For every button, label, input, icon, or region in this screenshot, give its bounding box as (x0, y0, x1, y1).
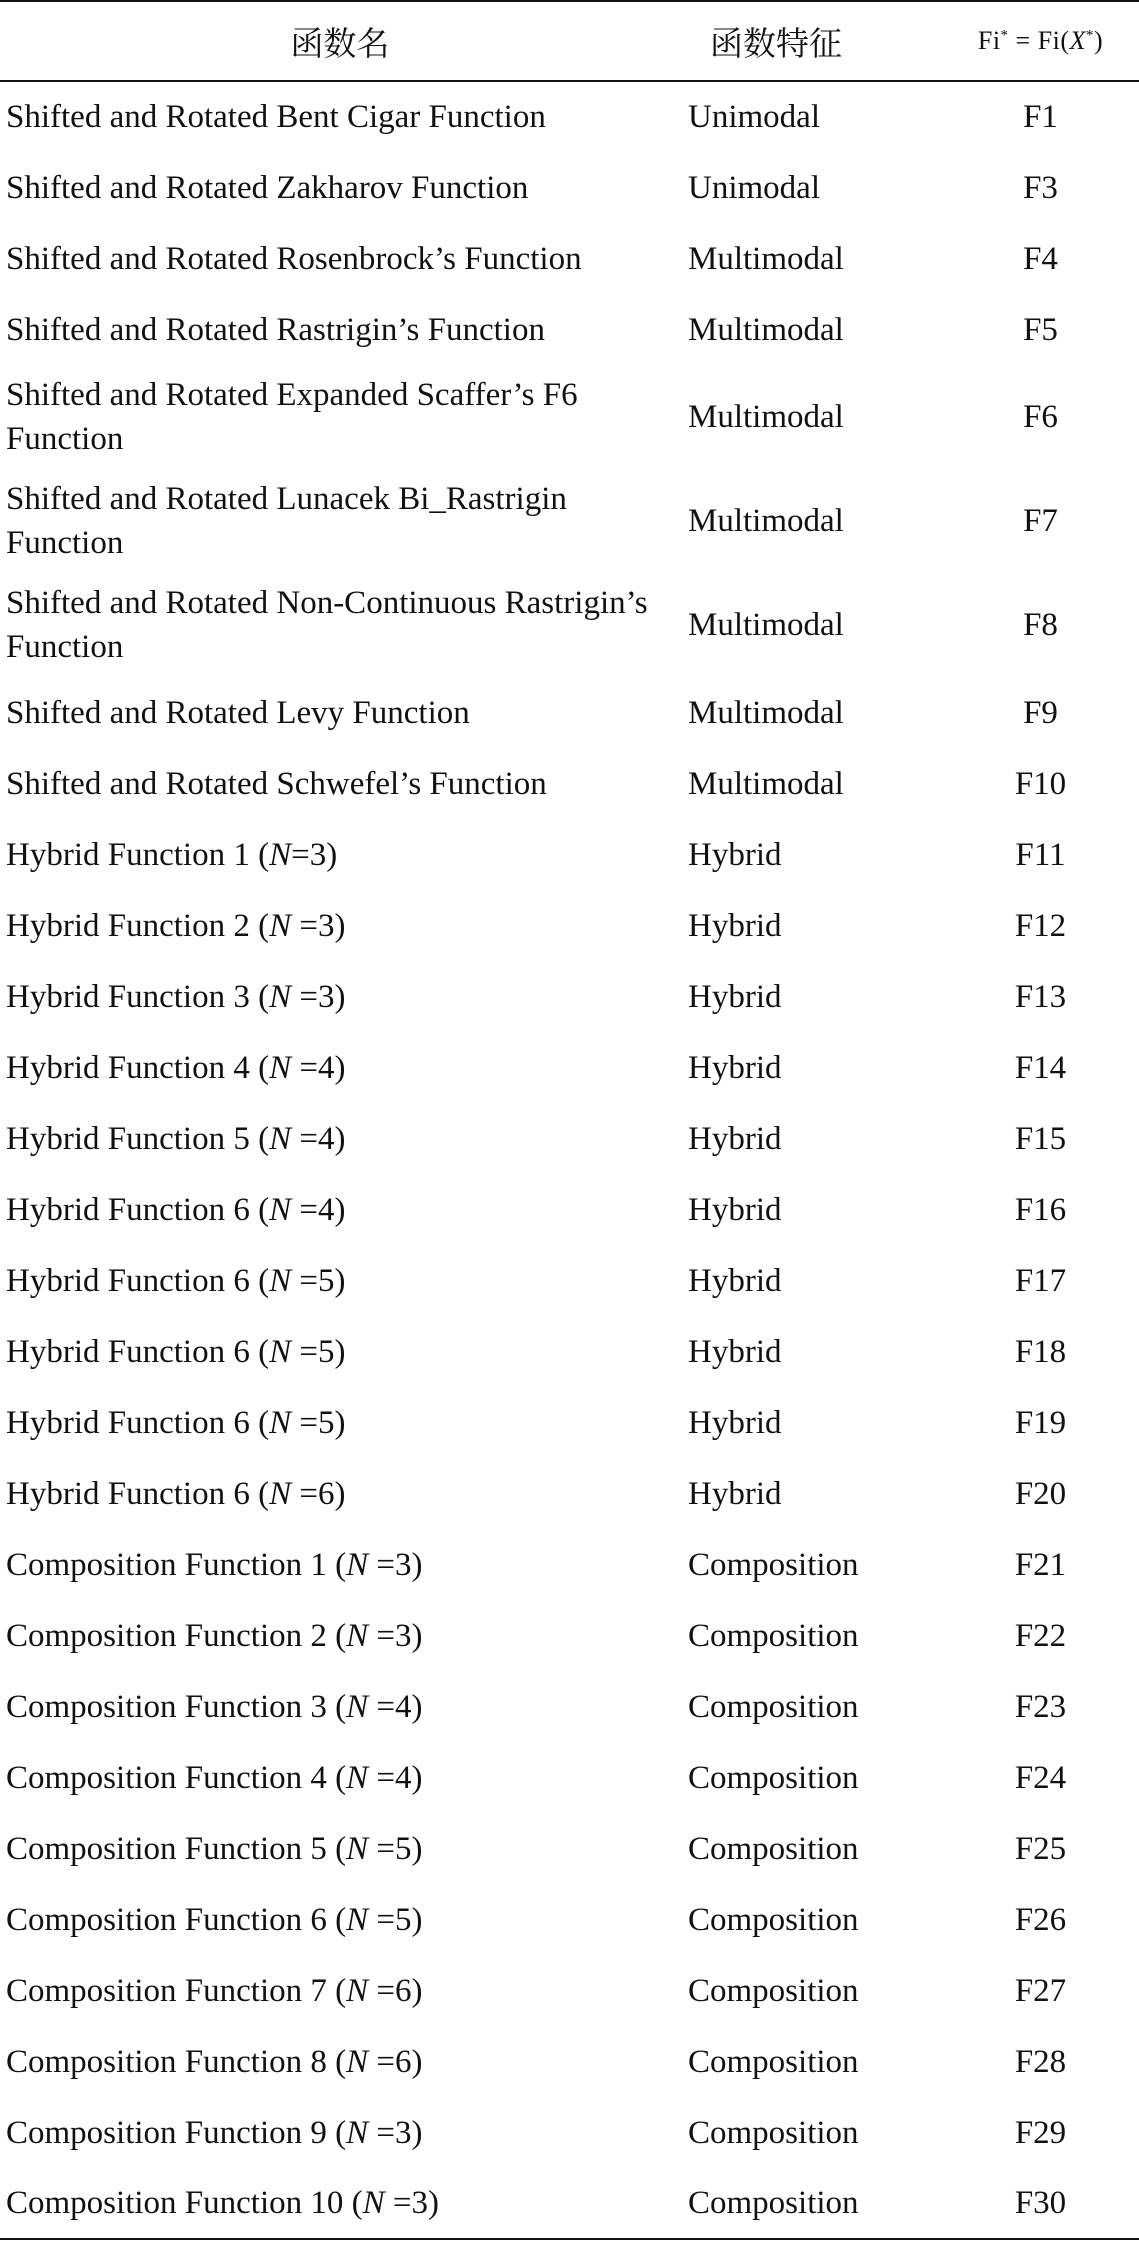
function-name-text: Hybrid Function 6 ( (6, 1191, 270, 1228)
function-id-cell: F12 (1014, 907, 1067, 944)
function-feature-cell: Multimodal (688, 765, 844, 802)
dimension-variable: N (269, 1404, 292, 1441)
function-id-cell: F4 (1023, 240, 1058, 277)
function-name-cell (0, 1884, 680, 1955)
function-name-cell (0, 365, 680, 469)
dimension-value: =6) (291, 1475, 346, 1512)
function-name-cell (0, 1458, 680, 1529)
table-row (0, 469, 1139, 573)
function-id-cell: F10 (1014, 765, 1067, 802)
function-feature-cell: Hybrid (688, 1262, 782, 1299)
table-row (0, 365, 1139, 469)
function-name-text: Shifted and Rotated Zakharov Function (6, 169, 529, 206)
function-feature-cell: Multimodal (688, 311, 844, 348)
function-id-cell: F29 (1014, 2114, 1067, 2151)
dimension-value: =5) (291, 1262, 346, 1299)
function-name-cell (0, 1245, 680, 1316)
table-row (0, 1955, 1139, 2026)
function-name-text: Composition Function 8 ( (6, 2043, 347, 2080)
dimension-value: =5) (291, 1333, 346, 1370)
table-row (0, 223, 1139, 294)
function-feature-cell: Composition (688, 1830, 859, 1867)
function-feature-cell: Hybrid (688, 1404, 782, 1441)
function-id-cell: F14 (1014, 1049, 1067, 1086)
dimension-value: =5) (291, 1404, 346, 1441)
header-opt-left: Fi (977, 26, 1001, 55)
dimension-variable: N (269, 1049, 292, 1086)
function-name-text: Shifted and Rotated Bent Cigar Function (6, 99, 546, 135)
function-name-text: Composition Function 7 ( (6, 1972, 347, 2009)
function-name-text: Shifted and Rotated Lunacek Bi_Rastrigin Function (6, 481, 567, 561)
function-feature-cell: Hybrid (688, 978, 782, 1015)
dimension-variable: N (269, 1475, 292, 1512)
dimension-value: =3) (368, 1546, 423, 1583)
function-id-cell: F16 (1014, 1191, 1067, 1228)
function-name-text: Shifted and Rotated Levy Function (6, 694, 470, 731)
function-name-cell (0, 152, 680, 223)
dimension-value: =4) (368, 1759, 423, 1796)
header-row (0, 1, 1139, 81)
function-feature-cell: Composition (688, 1972, 859, 2009)
function-name-text: Shifted and Rotated Non-Continuous Rastrigin’s Function (6, 585, 648, 665)
function-feature-cell: Composition (688, 2114, 859, 2151)
function-name-cell (0, 81, 680, 152)
dimension-value: =4) (291, 1120, 346, 1157)
function-name-text: Shifted and Rotated Rosenbrock’s Function (6, 240, 582, 277)
function-feature-cell: Composition (688, 1759, 859, 1796)
table-row (0, 1174, 1139, 1245)
function-feature-cell: Hybrid (688, 1049, 782, 1086)
table-row (0, 890, 1139, 961)
dimension-value: =6) (368, 2043, 423, 2080)
function-feature-cell: Multimodal (688, 399, 844, 435)
function-id-cell: F28 (1014, 2043, 1067, 2080)
table-row (0, 573, 1139, 677)
header-opt-star: * (1000, 27, 1009, 44)
function-id-cell: F23 (1014, 1688, 1067, 1725)
function-id-cell: F19 (1014, 1404, 1067, 1441)
function-name-text: Hybrid Function 6 ( (6, 1262, 270, 1299)
function-name-text: Shifted and Rotated Expanded Scaffer’s F6 Function (6, 377, 578, 457)
function-name-cell (0, 469, 680, 573)
dimension-value: =4) (291, 1191, 346, 1228)
function-name-text: Composition Function 1 ( (6, 1546, 347, 1583)
dimension-variable: N (269, 1333, 292, 1370)
function-id-cell: F15 (1014, 1120, 1067, 1157)
function-id-cell: F11 (1015, 836, 1066, 873)
function-name-cell (0, 294, 680, 365)
table-row (0, 1813, 1139, 1884)
table-row (0, 2097, 1139, 2168)
function-name-cell (0, 677, 680, 748)
table-row (0, 1032, 1139, 1103)
function-name-text: Composition Function 5 ( (6, 1830, 347, 1867)
function-name-cell (0, 2097, 680, 2168)
header-opt-mid: = Fi( (1008, 26, 1070, 55)
function-name-text: Shifted and Rotated Schwefel’s Function (6, 765, 547, 802)
function-name-text: Hybrid Function 4 ( (6, 1049, 270, 1086)
table-row (0, 1103, 1139, 1174)
dimension-variable: N (346, 1830, 369, 1867)
table-row (0, 1742, 1139, 1813)
dimension-variable: N (269, 1120, 292, 1157)
function-name-cell (0, 1103, 680, 1174)
function-feature-cell: Multimodal (688, 694, 844, 731)
function-name-cell (0, 1813, 680, 1884)
function-feature-cell: Multimodal (688, 503, 844, 539)
function-feature-cell: Hybrid (688, 1120, 782, 1157)
function-name-text: Composition Function 9 ( (6, 2114, 347, 2151)
function-feature-cell: Composition (688, 2043, 859, 2080)
function-id-cell: F1 (1023, 99, 1058, 135)
function-feature-cell: Hybrid (688, 907, 782, 944)
dimension-value: =3) (291, 907, 346, 944)
function-name-cell (0, 748, 680, 819)
dimension-variable: N (346, 2043, 369, 2080)
function-name-cell (0, 1174, 680, 1245)
dimension-value: =6) (368, 1972, 423, 2009)
dimension-variable: N (269, 1191, 292, 1228)
dimension-value: =3) (384, 2185, 439, 2221)
function-feature-cell: Multimodal (688, 607, 844, 643)
function-id-cell: F6 (1023, 399, 1058, 435)
table-row (0, 1458, 1139, 1529)
table-row (0, 677, 1139, 748)
dimension-value: =4) (368, 1688, 423, 1725)
table-row (0, 1600, 1139, 1671)
function-name-cell (0, 1600, 680, 1671)
function-feature-cell: Composition (688, 1546, 859, 1583)
function-name-text: Hybrid Function 6 ( (6, 1475, 270, 1512)
dimension-value: =5) (368, 1830, 423, 1867)
header-optimum-value (942, 1, 1139, 81)
dimension-value: =4) (291, 1049, 346, 1086)
dimension-value: =5) (368, 1901, 423, 1938)
table-row (0, 152, 1139, 223)
function-name-cell (0, 1316, 680, 1387)
table-row (0, 1671, 1139, 1742)
function-name-cell (0, 1671, 680, 1742)
function-name-cell (0, 961, 680, 1032)
header-function-feature: 函数特征 (680, 1, 942, 81)
function-id-cell: F30 (942, 2168, 1139, 2239)
table-row (0, 1529, 1139, 1600)
table-header (0, 1, 1139, 81)
function-name-text: Composition Function 3 ( (6, 1688, 347, 1725)
function-name-cell (0, 1529, 680, 1600)
table-row (0, 1316, 1139, 1387)
function-id-cell: F9 (1023, 694, 1058, 731)
dimension-variable: N (362, 2185, 385, 2221)
function-name-text: Composition Function 2 ( (6, 1617, 347, 1654)
function-name-text: Composition Function 10 ( (6, 2185, 363, 2221)
dimension-variable: N (346, 1901, 369, 1938)
function-name-cell (0, 890, 680, 961)
function-feature-cell: Composition (688, 1688, 859, 1725)
function-feature-cell: Composition (680, 2168, 942, 2239)
dimension-variable: N (269, 907, 292, 944)
function-name-text: Hybrid Function 1 ( (6, 836, 270, 873)
function-feature-cell: Hybrid (688, 1191, 782, 1228)
table-row (0, 81, 1139, 152)
function-name-cell (0, 573, 680, 677)
function-name-cell (0, 2026, 680, 2097)
function-feature-cell: Unimodal (688, 99, 820, 135)
table-row (0, 294, 1139, 365)
table-row (0, 748, 1139, 819)
function-name-text: Hybrid Function 6 ( (6, 1404, 270, 1441)
header-function-name: 函数名 (0, 1, 680, 81)
function-name-cell (0, 1742, 680, 1813)
function-name-cell (0, 1032, 680, 1103)
dimension-variable: N (346, 1617, 369, 1654)
table-row (0, 2168, 1139, 2239)
function-id-cell: F22 (1014, 1617, 1067, 1654)
function-name-text: Shifted and Rotated Rastrigin’s Function (6, 311, 545, 348)
function-name-text: Hybrid Function 6 ( (6, 1333, 270, 1370)
function-id-cell: F25 (1014, 1830, 1067, 1867)
dimension-variable: N (346, 2114, 369, 2151)
function-name-text: Hybrid Function 3 ( (6, 978, 270, 1015)
header-opt-star2: * (1085, 27, 1094, 44)
function-feature-cell: Hybrid (688, 836, 782, 873)
function-name-cell (0, 223, 680, 294)
dimension-value: =3) (291, 978, 346, 1015)
dimension-variable: N (269, 1262, 292, 1299)
function-name-text: Composition Function 4 ( (6, 1759, 347, 1796)
function-name-cell (0, 1387, 680, 1458)
dimension-variable: N (346, 1759, 369, 1796)
table-row (0, 961, 1139, 1032)
header-opt-right: ) (1093, 26, 1104, 55)
function-name-text: Composition Function 6 ( (6, 1901, 347, 1938)
function-id-cell: F26 (1014, 1901, 1067, 1938)
function-id-cell: F3 (1023, 169, 1058, 206)
function-feature-cell: Composition (688, 1617, 859, 1654)
function-name-cell (0, 1955, 680, 2026)
function-id-cell: F7 (1023, 503, 1058, 539)
table-row (0, 819, 1139, 890)
dimension-variable: N (346, 1688, 369, 1725)
dimension-value: =3) (368, 2114, 423, 2151)
function-name-cell (0, 819, 680, 890)
function-feature-cell: Multimodal (688, 240, 844, 277)
table-body (0, 81, 1139, 2239)
function-id-cell: F27 (1014, 1972, 1067, 2009)
table-row (0, 2026, 1139, 2097)
dimension-value: =3) (368, 1617, 423, 1654)
table-row (0, 1245, 1139, 1316)
table-row (0, 1884, 1139, 1955)
function-id-cell: F5 (1023, 311, 1058, 348)
function-feature-cell: Unimodal (688, 169, 820, 206)
function-id-cell: F18 (1014, 1333, 1067, 1370)
function-id-cell: F17 (1014, 1262, 1067, 1299)
header-opt-x: X (1069, 26, 1086, 55)
function-name-text: Hybrid Function 2 ( (6, 907, 270, 944)
function-name-text: Hybrid Function 5 ( (6, 1120, 270, 1157)
table-row (0, 1387, 1139, 1458)
dimension-variable: N (346, 1972, 369, 2009)
function-feature-cell: Hybrid (688, 1475, 782, 1512)
function-id-cell: F8 (1023, 607, 1058, 643)
function-id-cell: F24 (1014, 1759, 1067, 1796)
function-name-cell (0, 2168, 680, 2239)
function-id-cell: F21 (1014, 1546, 1067, 1583)
function-id-cell: F13 (1014, 978, 1067, 1015)
dimension-variable: N (269, 978, 292, 1015)
dimension-variable: N (346, 1546, 369, 1583)
function-feature-cell: Hybrid (688, 1333, 782, 1370)
dimension-variable: N (269, 836, 292, 873)
function-feature-cell: Composition (688, 1901, 859, 1938)
function-id-cell: F20 (1014, 1475, 1067, 1512)
dimension-value: =3) (291, 836, 338, 873)
